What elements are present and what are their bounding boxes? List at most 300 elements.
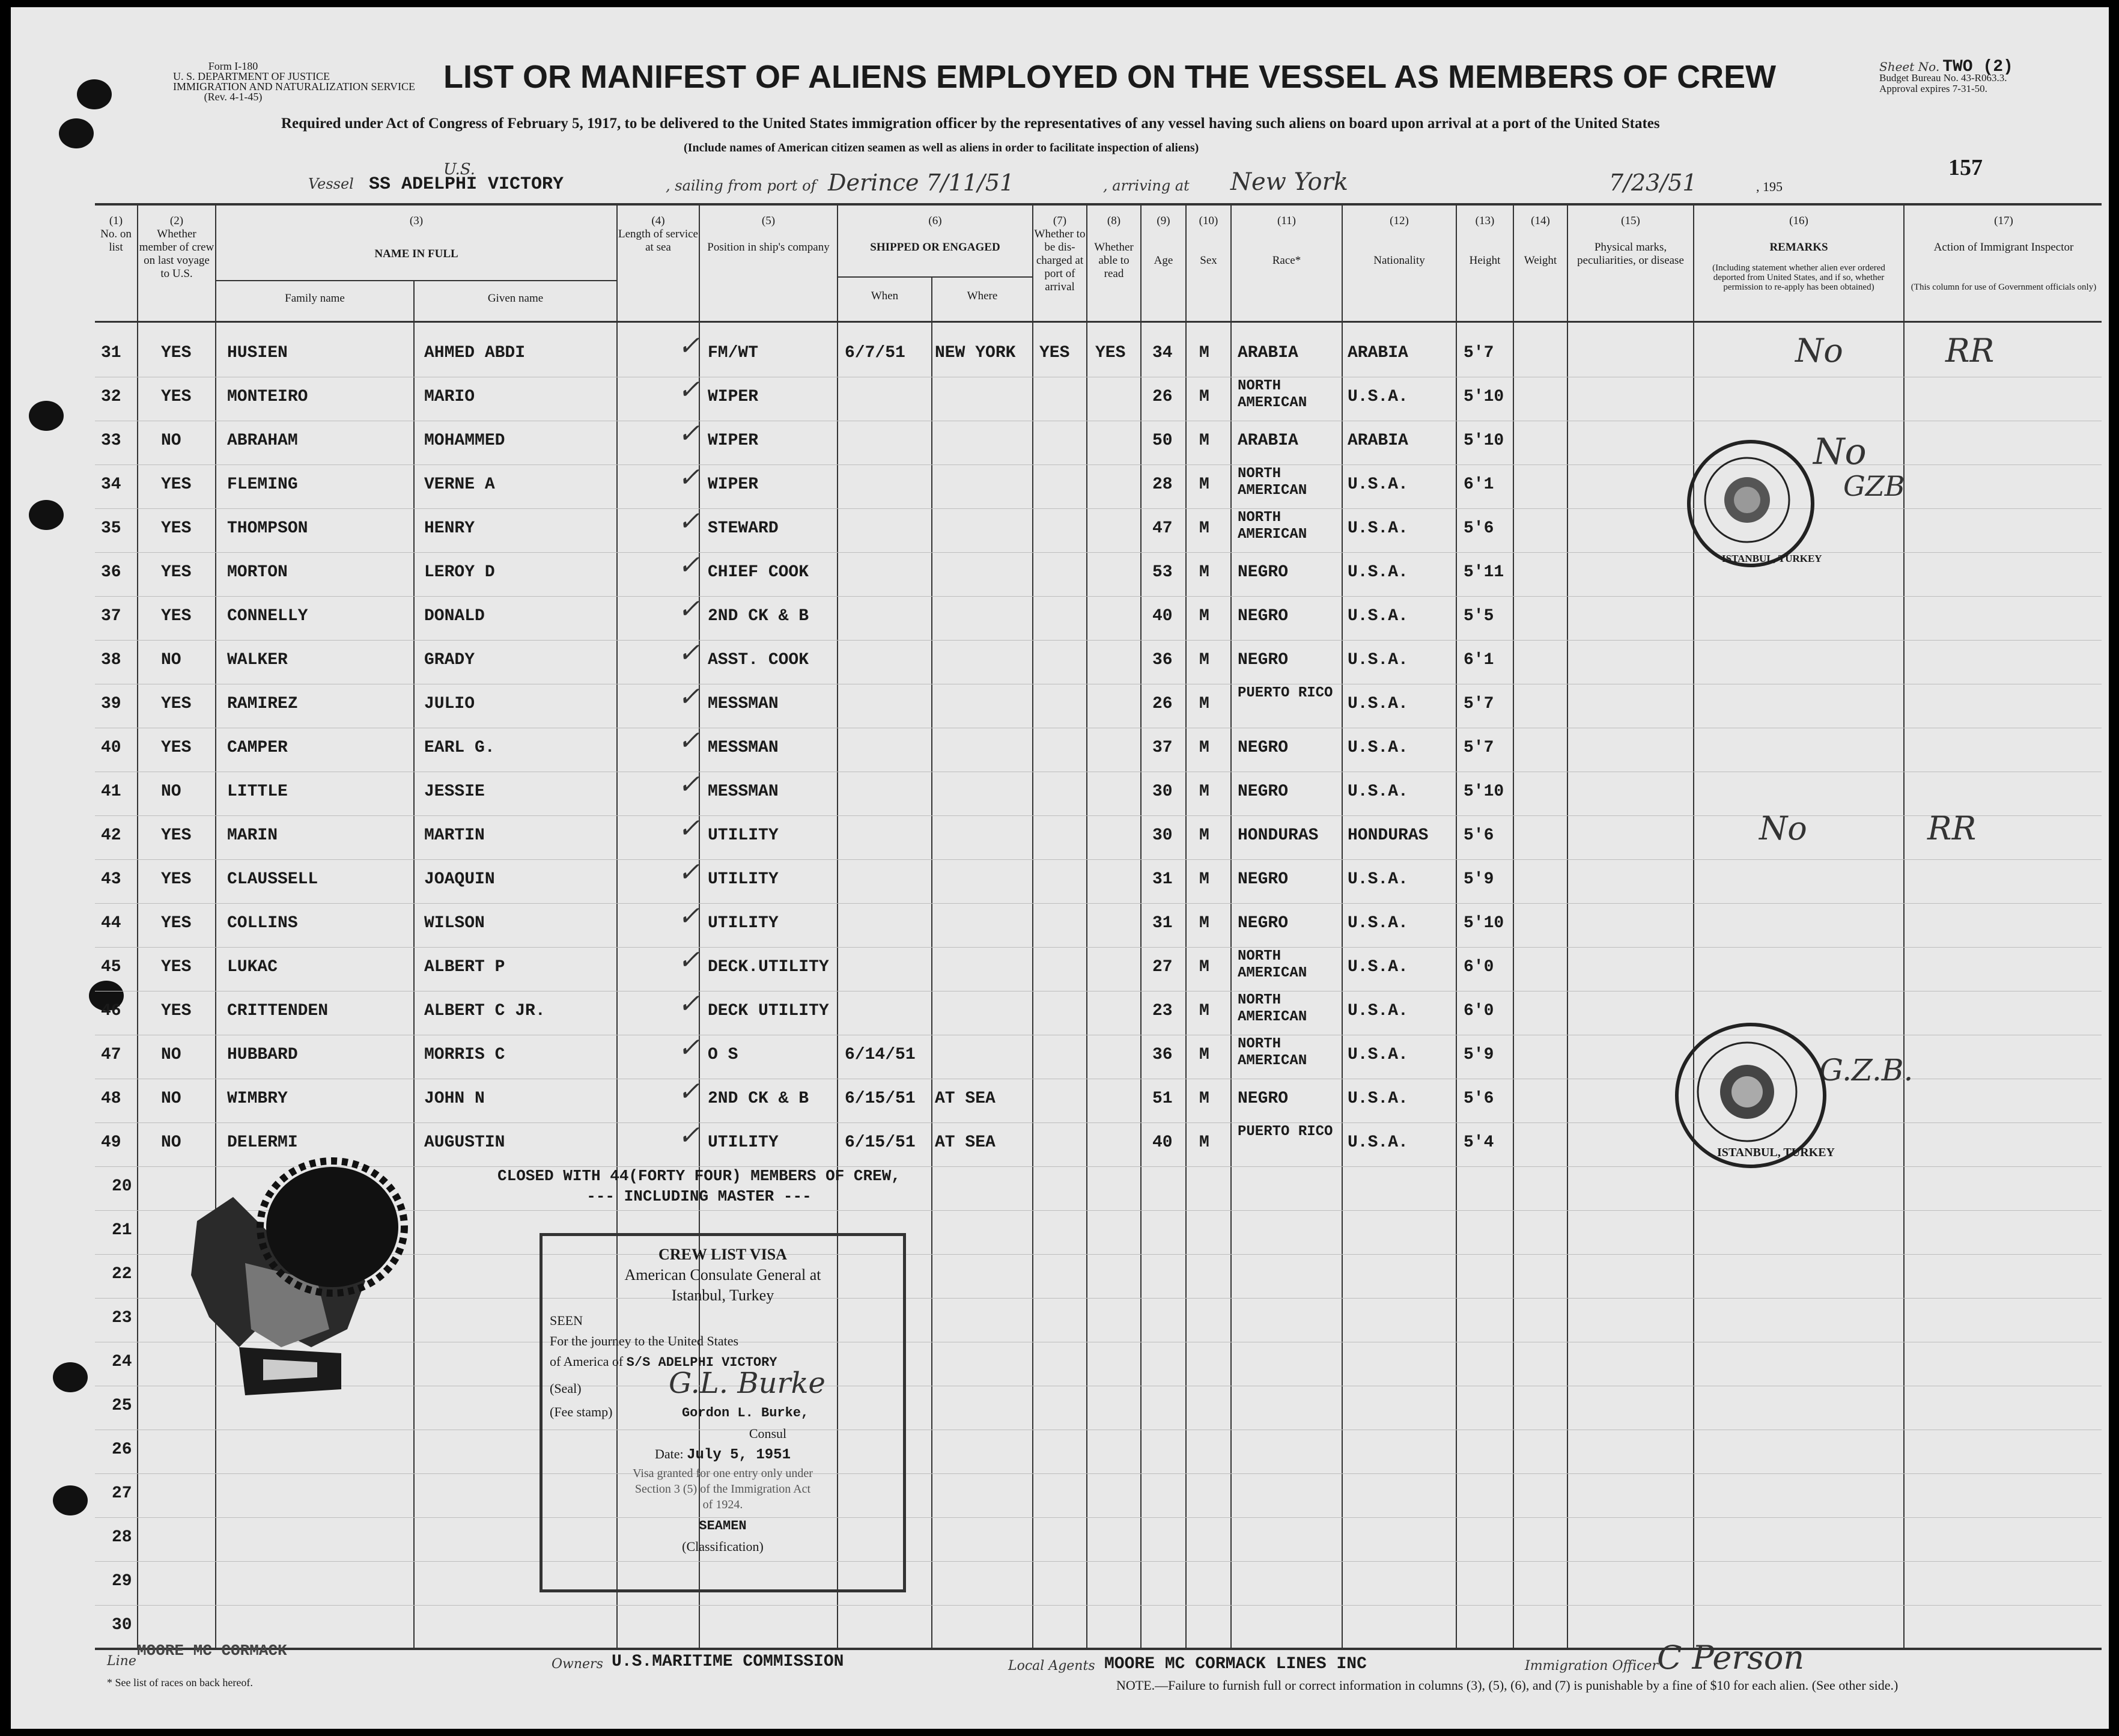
cell-sex: M [1199,739,1209,757]
col-3-given: Given name [487,292,544,305]
blank-line-number: 29 [112,1572,132,1591]
cell-sex: M [1199,651,1209,669]
cell-last-voyage: YES [161,870,192,889]
visa-section: Section 3 (5) of the Immigration Act [634,1482,811,1496]
cell-given-name: AUGUSTIN [424,1133,505,1152]
cell-age: 26 [1152,695,1173,713]
cell-family-name: HUBBARD [227,1046,298,1064]
cell-last-voyage: YES [161,695,192,713]
cell-family-name: WALKER [227,651,288,669]
sheet-label: Sheet No. [1879,59,1940,74]
arrival-date: 7/23/51 [1609,169,1697,196]
cell-position: UTILITY [708,914,779,933]
visa-year: of 1924. [702,1498,743,1511]
col-1-header: (1) No. on list [100,215,132,254]
cell-nationality: U.S.A. [1348,1002,1408,1020]
cell-height: 6'0 [1464,958,1494,976]
cell-given-name: JESSIE [424,782,485,801]
remark-no-2: No [1813,431,1867,473]
visa-city: Istanbul, Turkey [671,1287,774,1304]
cell-nationality: U.S.A. [1348,782,1408,801]
col-6-where: Where [967,290,998,302]
cell-age: 30 [1152,826,1173,845]
punch-hole [59,118,94,148]
cell-shipped-where: NEW YORK [935,344,1016,362]
include-note: (Include names of American citizen seamen as well as aliens in order to facilitate inspection of aliens) [684,141,1199,154]
cell-height: 5'11 [1464,563,1504,582]
col-16-note: (Including statement whether alien ever ordered deported from United States, and if so, whether permission to re-apply has been obtained) [1712,263,1885,292]
sheet-number: TWO (2) [1942,58,2013,76]
check-mark-icon: ✓ [678,1120,700,1151]
cell-given-name: MOHAMMED [424,431,505,450]
cell-family-name: LUKAC [227,958,278,976]
cell-sex: M [1199,782,1209,801]
remark-no-1: No [1795,332,1843,370]
cell-sex: M [1199,1046,1209,1064]
col-17-note: (This column for use of Government officials only) [1911,282,2097,292]
vessel-name: SS ADELPHI VICTORY [369,174,564,195]
form-revision: (Rev. 4-1-45) [204,91,263,103]
col-8-header: (8) Whether able to read [1094,215,1134,280]
cell-family-name: HUSIEN [227,344,288,362]
cell-height: 5'9 [1464,1046,1494,1064]
cell-nationality: U.S.A. [1348,1133,1408,1152]
cell-line-number: 36 [101,563,121,582]
cell-height: 5'6 [1464,1089,1494,1108]
cell-family-name: ABRAHAM [227,431,298,450]
cell-line-number: 42 [101,826,121,845]
cell-last-voyage: YES [161,388,192,406]
cell-position: WIPER [708,431,759,450]
cell-height: 6'1 [1464,651,1494,669]
cell-family-name: THOMPSON [227,519,308,538]
officer-label: Immigration Officer [1525,1658,1658,1674]
check-mark-icon: ✓ [678,857,700,888]
visa-fee-stamp: (Fee stamp) [550,1404,613,1419]
cell-family-name: FLEMING [227,475,298,494]
check-mark-icon: ✓ [678,901,700,931]
col-3-family: Family name [285,292,345,305]
cell-race: NEGRO [1238,1089,1289,1108]
visa-seen: SEEN [550,1313,583,1328]
cell-position: MESSMAN [708,695,779,713]
cell-line-number: 35 [101,519,121,538]
cell-age: 30 [1152,782,1173,801]
cell-family-name: CLAUSSELL [227,870,318,889]
cell-position: DECK UTILITY [708,1002,829,1020]
cell-position: UTILITY [708,826,779,845]
blank-line-number: 27 [112,1484,132,1503]
cell-height: 5'7 [1464,695,1494,713]
seal-label-1: ISTANBUL, TURKEY [1722,553,1822,564]
check-mark-icon: ✓ [678,594,700,624]
cell-race: NORTH AMERICAN [1238,378,1307,411]
cell-height: 5'5 [1464,607,1494,626]
cell-last-voyage: YES [161,607,192,626]
crew-list-visa-stamp [540,1233,906,1592]
page-stamp: 157 [1948,155,1983,180]
cell-last-voyage: YES [161,519,192,538]
cell-race: NEGRO [1238,870,1289,889]
col-3-header: (3) [409,215,424,227]
check-mark-icon: ✓ [678,945,700,975]
punch-hole [77,79,112,109]
cell-last-voyage: NO [161,1089,181,1108]
visa-class-value: SEAMEN [699,1518,747,1533]
cell-line-number: 49 [101,1133,121,1152]
arriving-port: New York [1230,168,1348,196]
cell-position: MESSMAN [708,782,779,801]
budget-bureau: Budget Bureau No. 43-R063.3. [1879,72,2007,84]
punch-hole [29,401,64,431]
cell-last-voyage: NO [161,782,181,801]
form-service: IMMIGRATION AND NATURALIZATION SERVICE [173,81,416,93]
cell-sex: M [1199,1089,1209,1108]
seal-label-2: ISTANBUL, TURKEY [1717,1146,1835,1159]
cell-height: 5'9 [1464,870,1494,889]
cell-last-voyage: NO [161,1046,181,1064]
cell-given-name: LEROY D [424,563,495,582]
punch-hole [53,1485,88,1515]
col-6-header: (6) SHIPPED OR ENGAGED [870,215,1000,254]
col-17-header: (17) Action of Immigrant Inspector [1933,215,2074,254]
cell-family-name: WIMBRY [227,1089,288,1108]
cell-family-name: LITTLE [227,782,288,801]
blank-line-number: 28 [112,1528,132,1547]
remark-gzb-2: G.Z.B. [1819,1053,1914,1088]
cell-position: DECK.UTILITY [708,958,829,976]
check-mark-icon: ✓ [678,506,700,537]
cell-given-name: ALBERT P [424,958,505,976]
cell-given-name: DONALD [424,607,485,626]
cell-age: 40 [1152,607,1173,626]
cell-age: 34 [1152,344,1173,362]
col-16-header: (16) REMARKS [1769,215,1828,254]
row-rule [95,1605,2102,1606]
blank-line-number: 26 [112,1440,132,1459]
cell-sex: M [1199,1002,1209,1020]
cell-shipped-when: 6/14/51 [845,1046,916,1064]
cell-race: NORTH AMERICAN [1238,992,1307,1025]
cell-line-number: 45 [101,958,121,976]
cell-nationality: HONDURAS [1348,826,1429,845]
owners-value: U.S.MARITIME COMMISSION [612,1652,844,1671]
cell-family-name: MORTON [227,563,288,582]
col-10-header: (10) Sex [1199,215,1218,267]
cell-line-number: 44 [101,914,121,933]
cell-line-number: 38 [101,651,121,669]
cell-sex: M [1199,1133,1209,1152]
cell-race: NEGRO [1238,651,1289,669]
inspector-rr-2: RR [1927,809,1977,847]
cell-nationality: U.S.A. [1348,695,1408,713]
cell-sex: M [1199,475,1209,494]
cell-shipped-where: AT SEA [935,1133,996,1152]
cell-nationality: U.S.A. [1348,1089,1408,1108]
check-mark-icon: ✓ [678,462,700,493]
cell-last-voyage: NO [161,431,181,450]
cell-last-voyage: YES [161,914,192,933]
cell-sex: M [1199,431,1209,450]
col-9-header: (9) Age [1154,215,1173,267]
blank-line-number: 20 [112,1177,132,1196]
visa-date-label: Date: [655,1446,684,1461]
row-rule [95,1517,2102,1518]
officer-signature: C Person [1657,1639,1805,1677]
cell-position: UTILITY [708,870,779,889]
cell-line-number: 37 [101,607,121,626]
cell-given-name: JOHN N [424,1089,485,1108]
check-mark-icon: ✓ [678,988,700,1019]
row-rule [95,1561,2102,1562]
cell-height: 6'0 [1464,1002,1494,1020]
cell-given-name: JOAQUIN [424,870,495,889]
line-value: MOORE MC CORMACK [137,1642,287,1660]
cell-position: UTILITY [708,1133,779,1152]
cell-sex: M [1199,958,1209,976]
sailing-label: , sailing from port of [666,177,816,194]
col-11-header: (11) Race* [1272,215,1301,267]
cell-height: 5'10 [1464,782,1504,801]
cell-position: WIPER [708,475,759,494]
cell-family-name: MARIN [227,826,278,845]
row-rule [95,1473,2102,1474]
consulate-seal [1687,440,1814,567]
cell-family-name: CRITTENDEN [227,1002,329,1020]
visa-consul: Consul [749,1426,787,1441]
cell-sex: M [1199,826,1209,845]
cell-height: 5'4 [1464,1133,1494,1152]
cell-sex: M [1199,914,1209,933]
cell-discharged: YES [1039,344,1070,362]
row-rule [95,596,2102,597]
cell-sex: M [1199,388,1209,406]
cell-nationality: U.S.A. [1348,475,1408,494]
cell-last-voyage: YES [161,826,192,845]
cell-sex: M [1199,607,1209,626]
cell-age: 53 [1152,563,1173,582]
cell-last-voyage: YES [161,1002,192,1020]
cell-height: 5'6 [1464,519,1494,538]
cell-age: 51 [1152,1089,1173,1108]
cell-last-voyage: YES [161,958,192,976]
cell-race: NORTH AMERICAN [1238,1036,1307,1069]
check-mark-icon: ✓ [678,1076,700,1107]
cell-height: 5'7 [1464,739,1494,757]
cell-nationality: U.S.A. [1348,914,1408,933]
cell-given-name: WILSON [424,914,485,933]
footer-note: NOTE.—Failure to furnish full or correct information in columns (3), (5), (6), and (7) is punishable by a fine of $10 for each alien. (See other side.) [1116,1678,1899,1693]
cell-given-name: GRADY [424,651,475,669]
cell-line-number: 43 [101,870,121,889]
cell-position: CHIEF COOK [708,563,809,582]
cell-line-number: 31 [101,344,121,362]
blank-line-number: 30 [112,1616,132,1634]
form-number: Form I-180 [208,60,258,72]
cell-height: 5'7 [1464,344,1494,362]
agents-value: MOORE MC CORMACK LINES INC [1104,1655,1367,1674]
col-15-header: (15) Physical marks, peculiarities, or disease [1577,215,1684,267]
cell-given-name: MARIO [424,388,475,406]
row-rule [95,903,2102,904]
cell-line-number: 40 [101,739,121,757]
visa-signer: Gordon L. Burke, [681,1406,809,1421]
cell-position: WIPER [708,388,759,406]
cell-race: NEGRO [1238,563,1289,582]
cell-nationality: U.S.A. [1348,739,1408,757]
cell-race: NEGRO [1238,739,1289,757]
remark-gzb-1: GZB [1843,470,1905,502]
visa-consulate: American Consulate General at [624,1266,821,1284]
cell-line-number: 34 [101,475,121,494]
cell-height: 6'1 [1464,475,1494,494]
cell-age: 50 [1152,431,1173,450]
check-mark-icon: ✓ [678,418,700,449]
check-mark-icon: ✓ [678,374,700,405]
visa-of-america: of America of [550,1354,624,1369]
cell-last-voyage: YES [161,475,192,494]
cell-nationality: U.S.A. [1348,607,1408,626]
blank-line-number: 22 [112,1265,132,1284]
cell-race: NEGRO [1238,782,1289,801]
cell-position: O S [708,1046,738,1064]
cell-line-number: 32 [101,388,121,406]
cell-family-name: CONNELLY [227,607,308,626]
cell-age: 36 [1152,651,1173,669]
col-13-header: (13) Height [1469,215,1501,267]
cell-race: NORTH AMERICAN [1238,510,1307,543]
cell-position: FM/WT [708,344,759,362]
cell-able-to-read: YES [1095,344,1126,362]
row-rule [95,640,2102,641]
punch-hole [53,1362,88,1392]
visa-seal-label: (Seal) [550,1381,582,1396]
cell-race: NEGRO [1238,914,1289,933]
cell-given-name: MARTIN [424,826,485,845]
punch-hole [29,500,64,530]
cell-shipped-when: 6/15/51 [845,1089,916,1108]
visa-signature: G.L. Burke [669,1366,825,1400]
col-14-header: (14) Weight [1524,215,1557,267]
blank-line-number: 25 [112,1396,132,1415]
cell-last-voyage: YES [161,563,192,582]
sailing-port: Derince 7/11/51 [828,169,1015,196]
cell-race: NEGRO [1238,607,1289,626]
cell-nationality: U.S.A. [1348,958,1408,976]
cell-family-name: CAMPER [227,739,288,757]
col-12-header: (12) Nationality [1373,215,1425,267]
cell-line-number: 39 [101,695,121,713]
cell-sex: M [1199,695,1209,713]
cell-nationality: U.S.A. [1348,1046,1408,1064]
cell-position: 2ND CK & B [708,1089,809,1108]
line-label: Line [107,1654,136,1669]
cell-line-number: 33 [101,431,121,450]
cell-family-name: DELERMI [227,1133,298,1152]
cell-given-name: HENRY [424,519,475,538]
cell-line-number: 41 [101,782,121,801]
check-mark-icon: ✓ [678,681,700,712]
cell-position: STEWARD [708,519,779,538]
cell-height: 5'6 [1464,826,1494,845]
cell-sex: M [1199,870,1209,889]
cell-age: 27 [1152,958,1173,976]
cell-line-number: 47 [101,1046,121,1064]
cell-age: 23 [1152,1002,1173,1020]
cell-height: 5'10 [1464,914,1504,933]
cell-race: ARABIA [1238,344,1298,362]
cell-shipped-where: AT SEA [935,1089,996,1108]
cell-height: 5'10 [1464,431,1504,450]
cell-sex: M [1199,563,1209,582]
cell-age: 28 [1152,475,1173,494]
cell-nationality: U.S.A. [1348,651,1408,669]
check-mark-icon: ✓ [678,330,700,361]
cell-last-voyage: NO [161,1133,181,1152]
owners-label: Owners [552,1657,603,1672]
cell-line-number: 46 [101,1002,121,1020]
vessel-prefix: U.S. [443,160,475,178]
cell-family-name: COLLINS [227,914,298,933]
cell-nationality: U.S.A. [1348,388,1408,406]
cell-nationality: U.S.A. [1348,519,1408,538]
cell-last-voyage: YES [161,344,192,362]
cell-family-name: RAMIREZ [227,695,298,713]
agents-label: Local Agents [1008,1658,1095,1674]
cell-given-name: EARL G. [424,739,495,757]
cell-age: 31 [1152,914,1173,933]
vessel-label: Vessel [308,175,354,192]
cell-shipped-when: 6/7/51 [845,344,905,362]
form-department: U. S. DEPARTMENT OF JUSTICE [173,70,330,82]
visa-class-label: (Classification) [682,1539,764,1554]
closing-note: CLOSED WITH 44(FORTY FOUR) MEMBERS OF CREW, --- INCLUDING MASTER --- [497,1167,901,1205]
cell-family-name: MONTEIRO [227,388,308,406]
col-3-title: NAME IN FULL [374,248,458,260]
cell-age: 47 [1152,519,1173,538]
arriving-label: , arriving at [1103,177,1190,194]
cell-position: 2ND CK & B [708,607,809,626]
visa-vessel: S/S ADELPHI VICTORY [626,1355,777,1370]
col-6-when: When [871,290,899,302]
cell-position: ASST. COOK [708,651,809,669]
blank-line-number: 21 [112,1221,132,1240]
row-rule [95,859,2102,860]
cell-given-name: ALBERT C JR. [424,1002,546,1020]
cell-nationality: U.S.A. [1348,870,1408,889]
cell-race: PUERTO RICO [1238,1124,1333,1140]
col-2-header: (2) Whether member of crew on last voyage to U.S. [139,215,214,280]
cell-sex: M [1199,519,1209,538]
row-rule [95,947,2102,948]
cell-shipped-when: 6/15/51 [845,1133,916,1152]
cell-nationality: U.S.A. [1348,563,1408,582]
cell-race: HONDURAS [1238,826,1319,845]
check-mark-icon: ✓ [678,550,700,580]
col-7-header: (7) Whether to be dis-charged at port of arrival [1034,215,1086,293]
cell-race: NORTH AMERICAN [1238,948,1307,981]
cell-height: 5'10 [1464,388,1504,406]
year-suffix: , 195 [1756,179,1783,194]
required-act: Required under Act of Congress of February 5, 1917, to be delivered to the United States immigration officer by the representatives of any vessel having such aliens on board upon arrival at a port of the United States [281,115,1660,132]
check-mark-icon: ✓ [678,725,700,756]
visa-journey: For the journey to the United States [550,1333,739,1348]
blank-line-number: 23 [112,1309,132,1327]
cell-nationality: ARABIA [1348,431,1408,450]
cell-age: 31 [1152,870,1173,889]
cell-nationality: ARABIA [1348,344,1408,362]
cell-age: 37 [1152,739,1173,757]
